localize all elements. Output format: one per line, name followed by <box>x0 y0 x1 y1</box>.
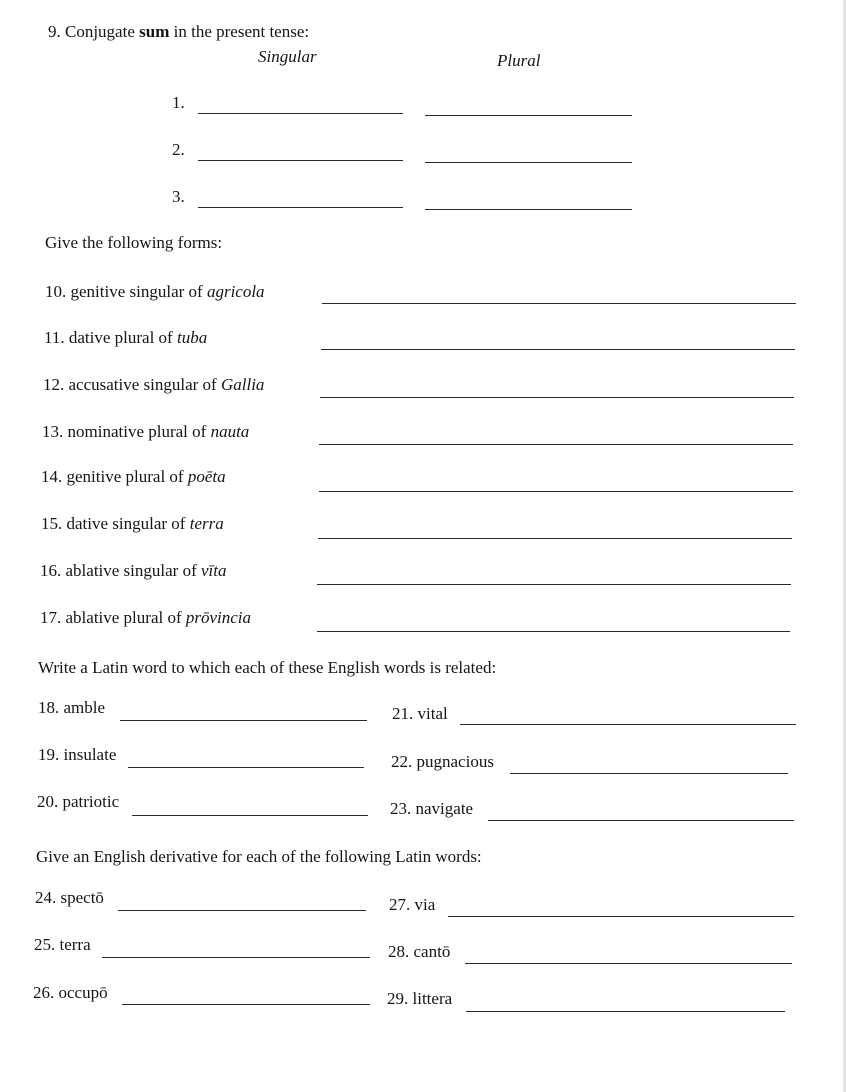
english-item-28: 28. cantō <box>388 942 451 961</box>
person-1-label: 1. <box>172 93 185 112</box>
singular-1-blank[interactable] <box>198 113 403 114</box>
english-28-blank[interactable] <box>465 963 792 964</box>
form-item-17: 17. ablative plural of prōvincia <box>40 608 252 627</box>
english-item-26: 26. occupō <box>33 983 108 1002</box>
english-item-25: 25. terra <box>34 935 91 954</box>
latin-item-23: 23. navigate <box>390 799 474 818</box>
form-item-11: 11. dative plural of tuba <box>44 328 208 347</box>
plural-2-blank[interactable] <box>425 162 632 163</box>
form-17-blank[interactable] <box>317 631 790 632</box>
english-26-blank[interactable] <box>122 1004 370 1005</box>
plural-1-blank[interactable] <box>425 115 632 116</box>
english-25-blank[interactable] <box>102 957 370 958</box>
singular-3-blank[interactable] <box>198 207 403 208</box>
person-2-label: 2. <box>172 140 185 159</box>
form-16-blank[interactable] <box>317 584 791 585</box>
english-24-blank[interactable] <box>118 910 366 911</box>
form-13-blank[interactable] <box>319 444 793 445</box>
latin-item-20: 20. patriotic <box>37 792 120 811</box>
latin-item-18: 18. amble <box>38 698 106 717</box>
question-9-prompt: 9. Conjugate sum in the present tense: <box>48 22 310 41</box>
forms-heading: Give the following forms: <box>45 233 223 252</box>
singular-header: Singular <box>258 47 317 66</box>
latin-22-blank[interactable] <box>510 773 788 774</box>
latin-19-blank[interactable] <box>128 767 364 768</box>
form-14-blank[interactable] <box>319 491 793 492</box>
form-item-13: 13. nominative plural of nauta <box>42 422 250 441</box>
form-11-blank[interactable] <box>321 349 795 350</box>
person-3-label: 3. <box>172 187 185 206</box>
latin-item-21: 21. vital <box>392 704 448 723</box>
form-item-14: 14. genitive plural of poēta <box>41 467 226 486</box>
english-item-29: 29. littera <box>387 989 453 1008</box>
singular-2-blank[interactable] <box>198 160 403 161</box>
latin-18-blank[interactable] <box>120 720 367 721</box>
latin-heading: Write a Latin word to which each of these English words is related: <box>38 658 497 677</box>
form-15-blank[interactable] <box>318 538 792 539</box>
english-item-24: 24. spectō <box>35 888 104 907</box>
english-27-blank[interactable] <box>448 916 794 917</box>
form-item-16: 16. ablative singular of vīta <box>40 561 227 580</box>
latin-23-blank[interactable] <box>488 820 794 821</box>
form-item-12: 12. accusative singular of Gallia <box>43 375 265 394</box>
latin-20-blank[interactable] <box>132 815 368 816</box>
form-item-15: 15. dative singular of terra <box>41 514 224 533</box>
form-item-10: 10. genitive singular of agricola <box>45 282 265 301</box>
plural-header: Plural <box>497 51 541 70</box>
plural-3-blank[interactable] <box>425 209 632 210</box>
english-29-blank[interactable] <box>466 1011 785 1012</box>
english-heading: Give an English derivative for each of the following Latin words: <box>36 847 482 866</box>
latin-21-blank[interactable] <box>460 724 796 725</box>
latin-item-22: 22. pugnacious <box>391 752 494 771</box>
latin-item-19: 19. insulate <box>38 745 117 764</box>
form-12-blank[interactable] <box>320 397 794 398</box>
english-item-27: 27. via <box>389 895 436 914</box>
form-10-blank[interactable] <box>322 303 796 304</box>
